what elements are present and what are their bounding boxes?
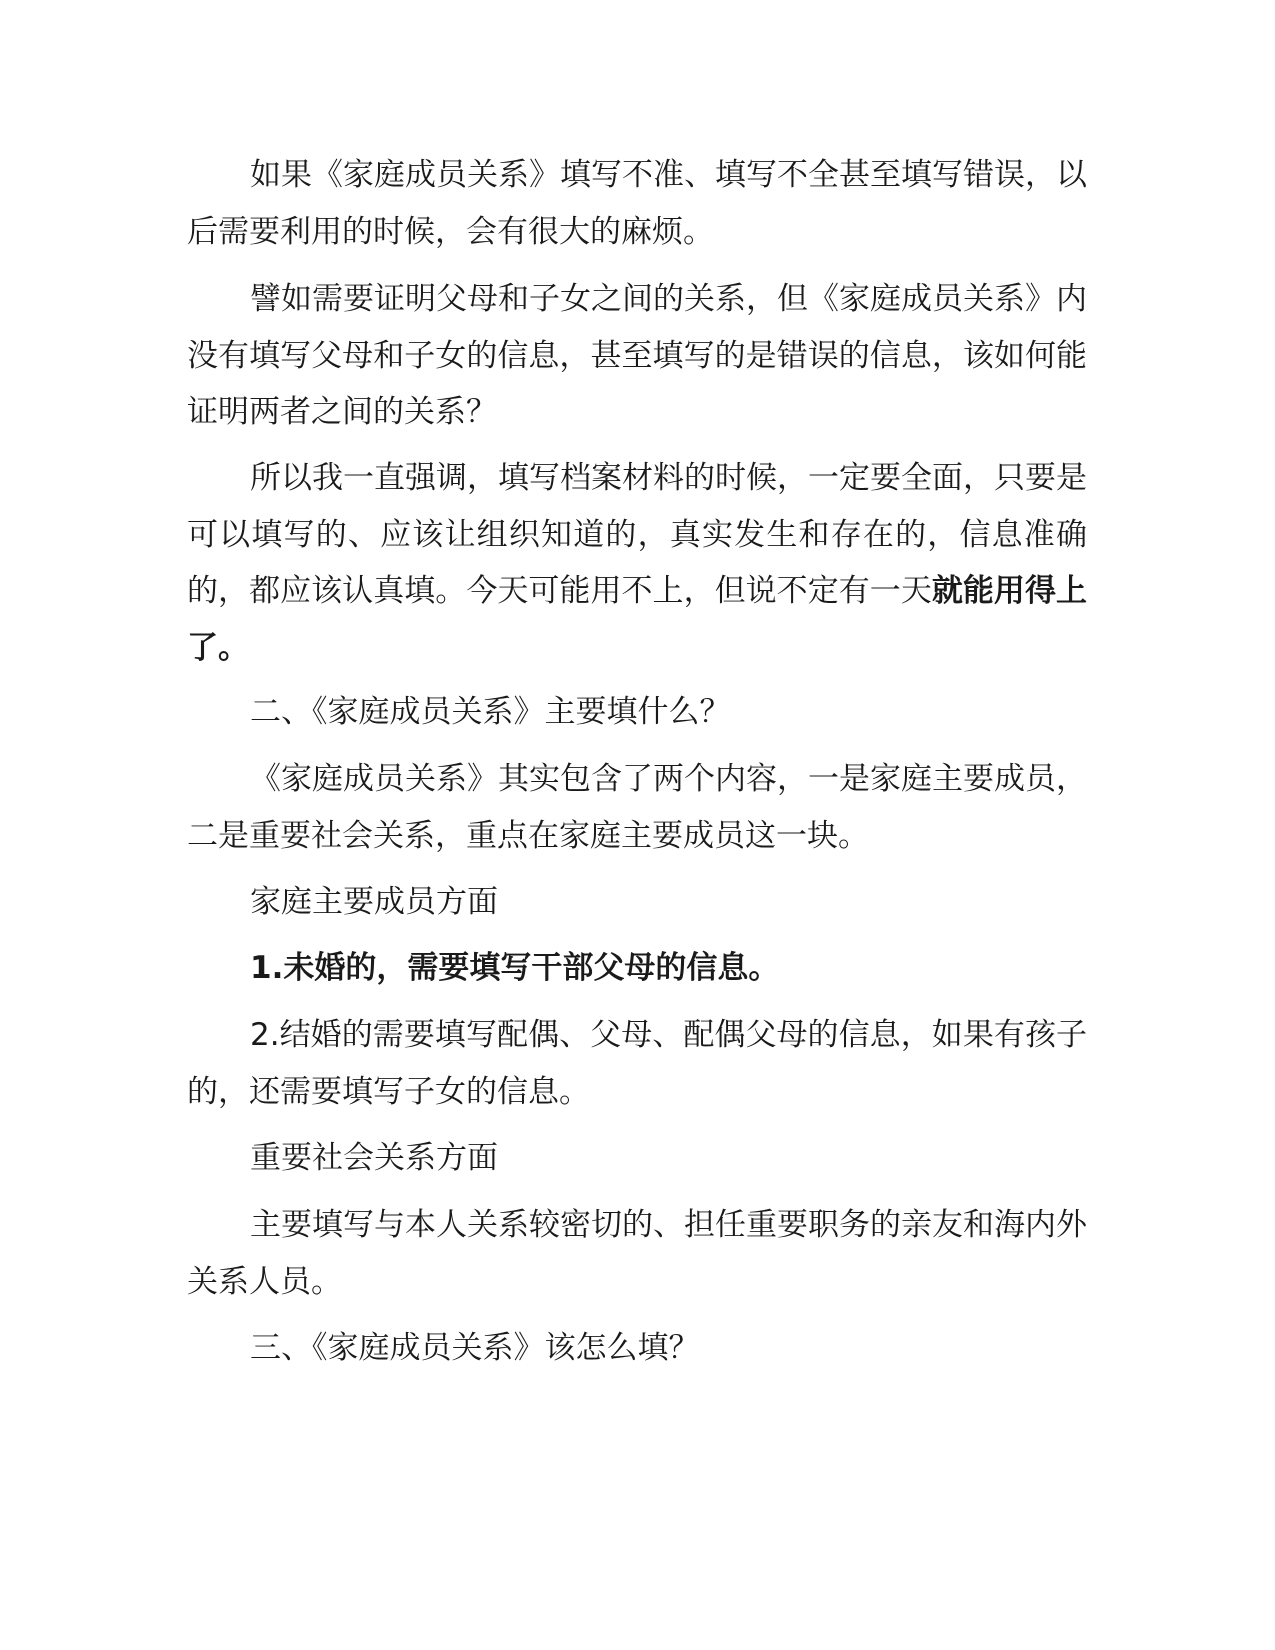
subheading-family-members: 家庭主要成员方面 [250,884,498,920]
paragraph-example: 譬如需要证明父母和子女之间的关系，但《家庭成员关系》内没有填写父母和子女的信息，甚至填写的是错误的信息，该如何能证明两者之间的关系？ [187,281,1087,430]
paragraph-emphasis [187,450,1087,676]
paragraph-social-relations: 主要填写与本人关系较密切的、担任重要职务的亲友和海内外关系人员。 [187,1207,1087,1300]
list-item-unmarried: 1.未婚的，需要填写干部父母的信息。 [250,950,780,986]
paragraph-emphasis-bold: 就能用得上了。 [187,573,1088,666]
list-item-married: 2.结婚的需要填写配偶、父母、配偶父母的信息，如果有孩子的，还需要填写子女的信息。 [187,1017,1087,1110]
paragraph-consequences: 如果《家庭成员关系》填写不准、填写不全甚至填写错误，以后需要利用的时候，会有很大的麻烦。 [187,157,1087,250]
section-heading-two: 二、《家庭成员关系》主要填什么？ [250,694,731,730]
paragraph-contents: 《家庭成员关系》其实包含了两个内容，一是家庭主要成员，二是重要社会关系，重点在家庭主要成员这一块。 [187,761,1087,854]
paragraph-emphasis-text: 所以我一直强调，填写档案材料的时候，一定要全面，只要是可以填写的、应该让组织知道的，真实发生和存在的，信息准确的，都应该认真填。今天可能用不上，但说不定有一天 [187,460,1087,609]
section-heading-three: 三、《家庭成员关系》该怎么填？ [250,1330,700,1366]
subheading-social-relations: 重要社会关系方面 [250,1140,498,1176]
